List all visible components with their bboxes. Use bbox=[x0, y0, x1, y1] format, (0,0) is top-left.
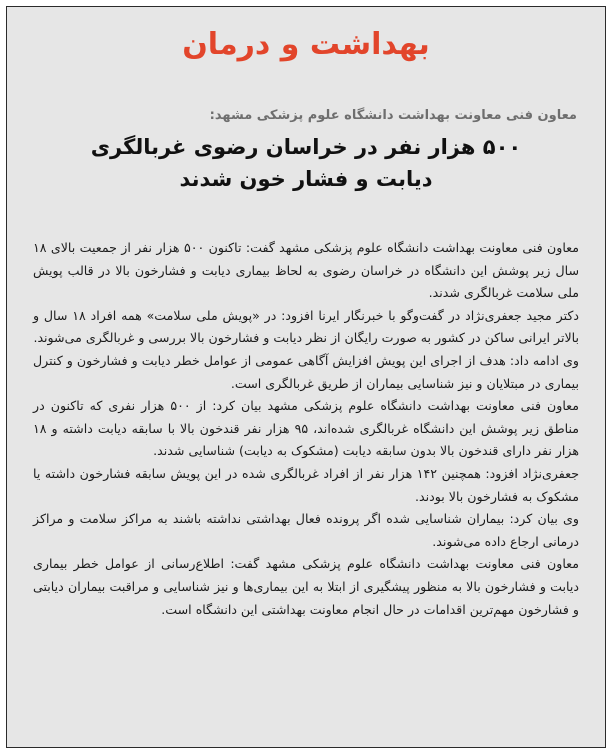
headline-line: دیابت و فشار خون شدند bbox=[179, 167, 433, 191]
body-paragraph: دکتر مجید جعفری‌نژاد در گفت‌وگو با خبرنگار ایرنا افزود: در «پویش ملی سلامت» همه افراد ۱۸ سال و بالاتر ایرانی ساکن در کشور به صورت رایگان از نظر دیابت و فشارخون بالا بررسی و غربالگری می‌شوند. bbox=[33, 307, 579, 346]
body-paragraph: جعفری‌نژاد افزود: همچنین ۱۴۲ هزار نفر از افراد غربالگری شده در این پویش سابقه فشارخون داشته یا مشکوک به فشارخون بالا بودند. bbox=[33, 465, 579, 504]
body-paragraph: وی ادامه داد: هدف از اجرای این پویش افزایش آگاهی عمومی از عوامل خطر دیابت و فشارخون و کنترل بیماری در مبتلایان و نیز شناسایی بیماران از طریق غربالگری است. bbox=[33, 352, 579, 391]
article-panel bbox=[6, 6, 606, 748]
section-title: بهداشت و درمان bbox=[182, 27, 430, 62]
body-paragraph: وی بیان کرد: بیماران شناسایی شده اگر پرونده فعال بهداشتی نداشته باشند به مراکز سلامت و مراکز درمانی ارجاع داده می‌شوند. bbox=[33, 511, 579, 549]
body-paragraph: معاون فنی معاونت بهداشت دانشگاه علوم پزشکی مشهد گفت: تاکنون ۵۰۰ هزار نفر از جمعیت بالای ۱۸ سال زیر پوشش این دانشگاه در خراسان رضوی به لحاظ بیماری دیابت و فشارخون بالا در قالب پویش ملی سلامت غربالگری شدند. bbox=[33, 240, 579, 301]
article-kicker: معاون فنی معاونت بهداشت دانشگاه علوم پزشکی مشهد: bbox=[209, 108, 577, 123]
headline-line: ۵۰۰ هزار نفر در خراسان رضوی غربالگری bbox=[90, 135, 522, 159]
article-body bbox=[33, 237, 579, 621]
article-headline bbox=[37, 131, 575, 195]
body-paragraph: معاون فنی معاونت بهداشت دانشگاه علوم پزشکی مشهد گفت: اطلاع‌رسانی از عوامل خطر بیماری دیابت و فشارخون بالا به منظور پیشگیری از ابتلا به این بیماری‌ها و نیز شناسایی و مراقبت بیماران دیابتی و فشارخون مهم‌ترین اقدامات در حال انجام معاونت بهداشتی این دانشگاه است. bbox=[33, 556, 579, 617]
body-paragraph: معاون فنی معاونت بهداشت دانشگاه علوم پزشکی مشهد بیان کرد: از ۵۰۰ هزار نفری که تاکنون در مناطق زیر پوشش این دانشگاه غربالگری شده‌اند، ۹۵ هزار نفر قندخون بالا با سابقه دیابت داشته و ۱۸ هزار نفر دارای قندخون بالا بدون سابقه دیابت (مشکوک به دیابت) شناسایی شدند. bbox=[33, 398, 579, 459]
